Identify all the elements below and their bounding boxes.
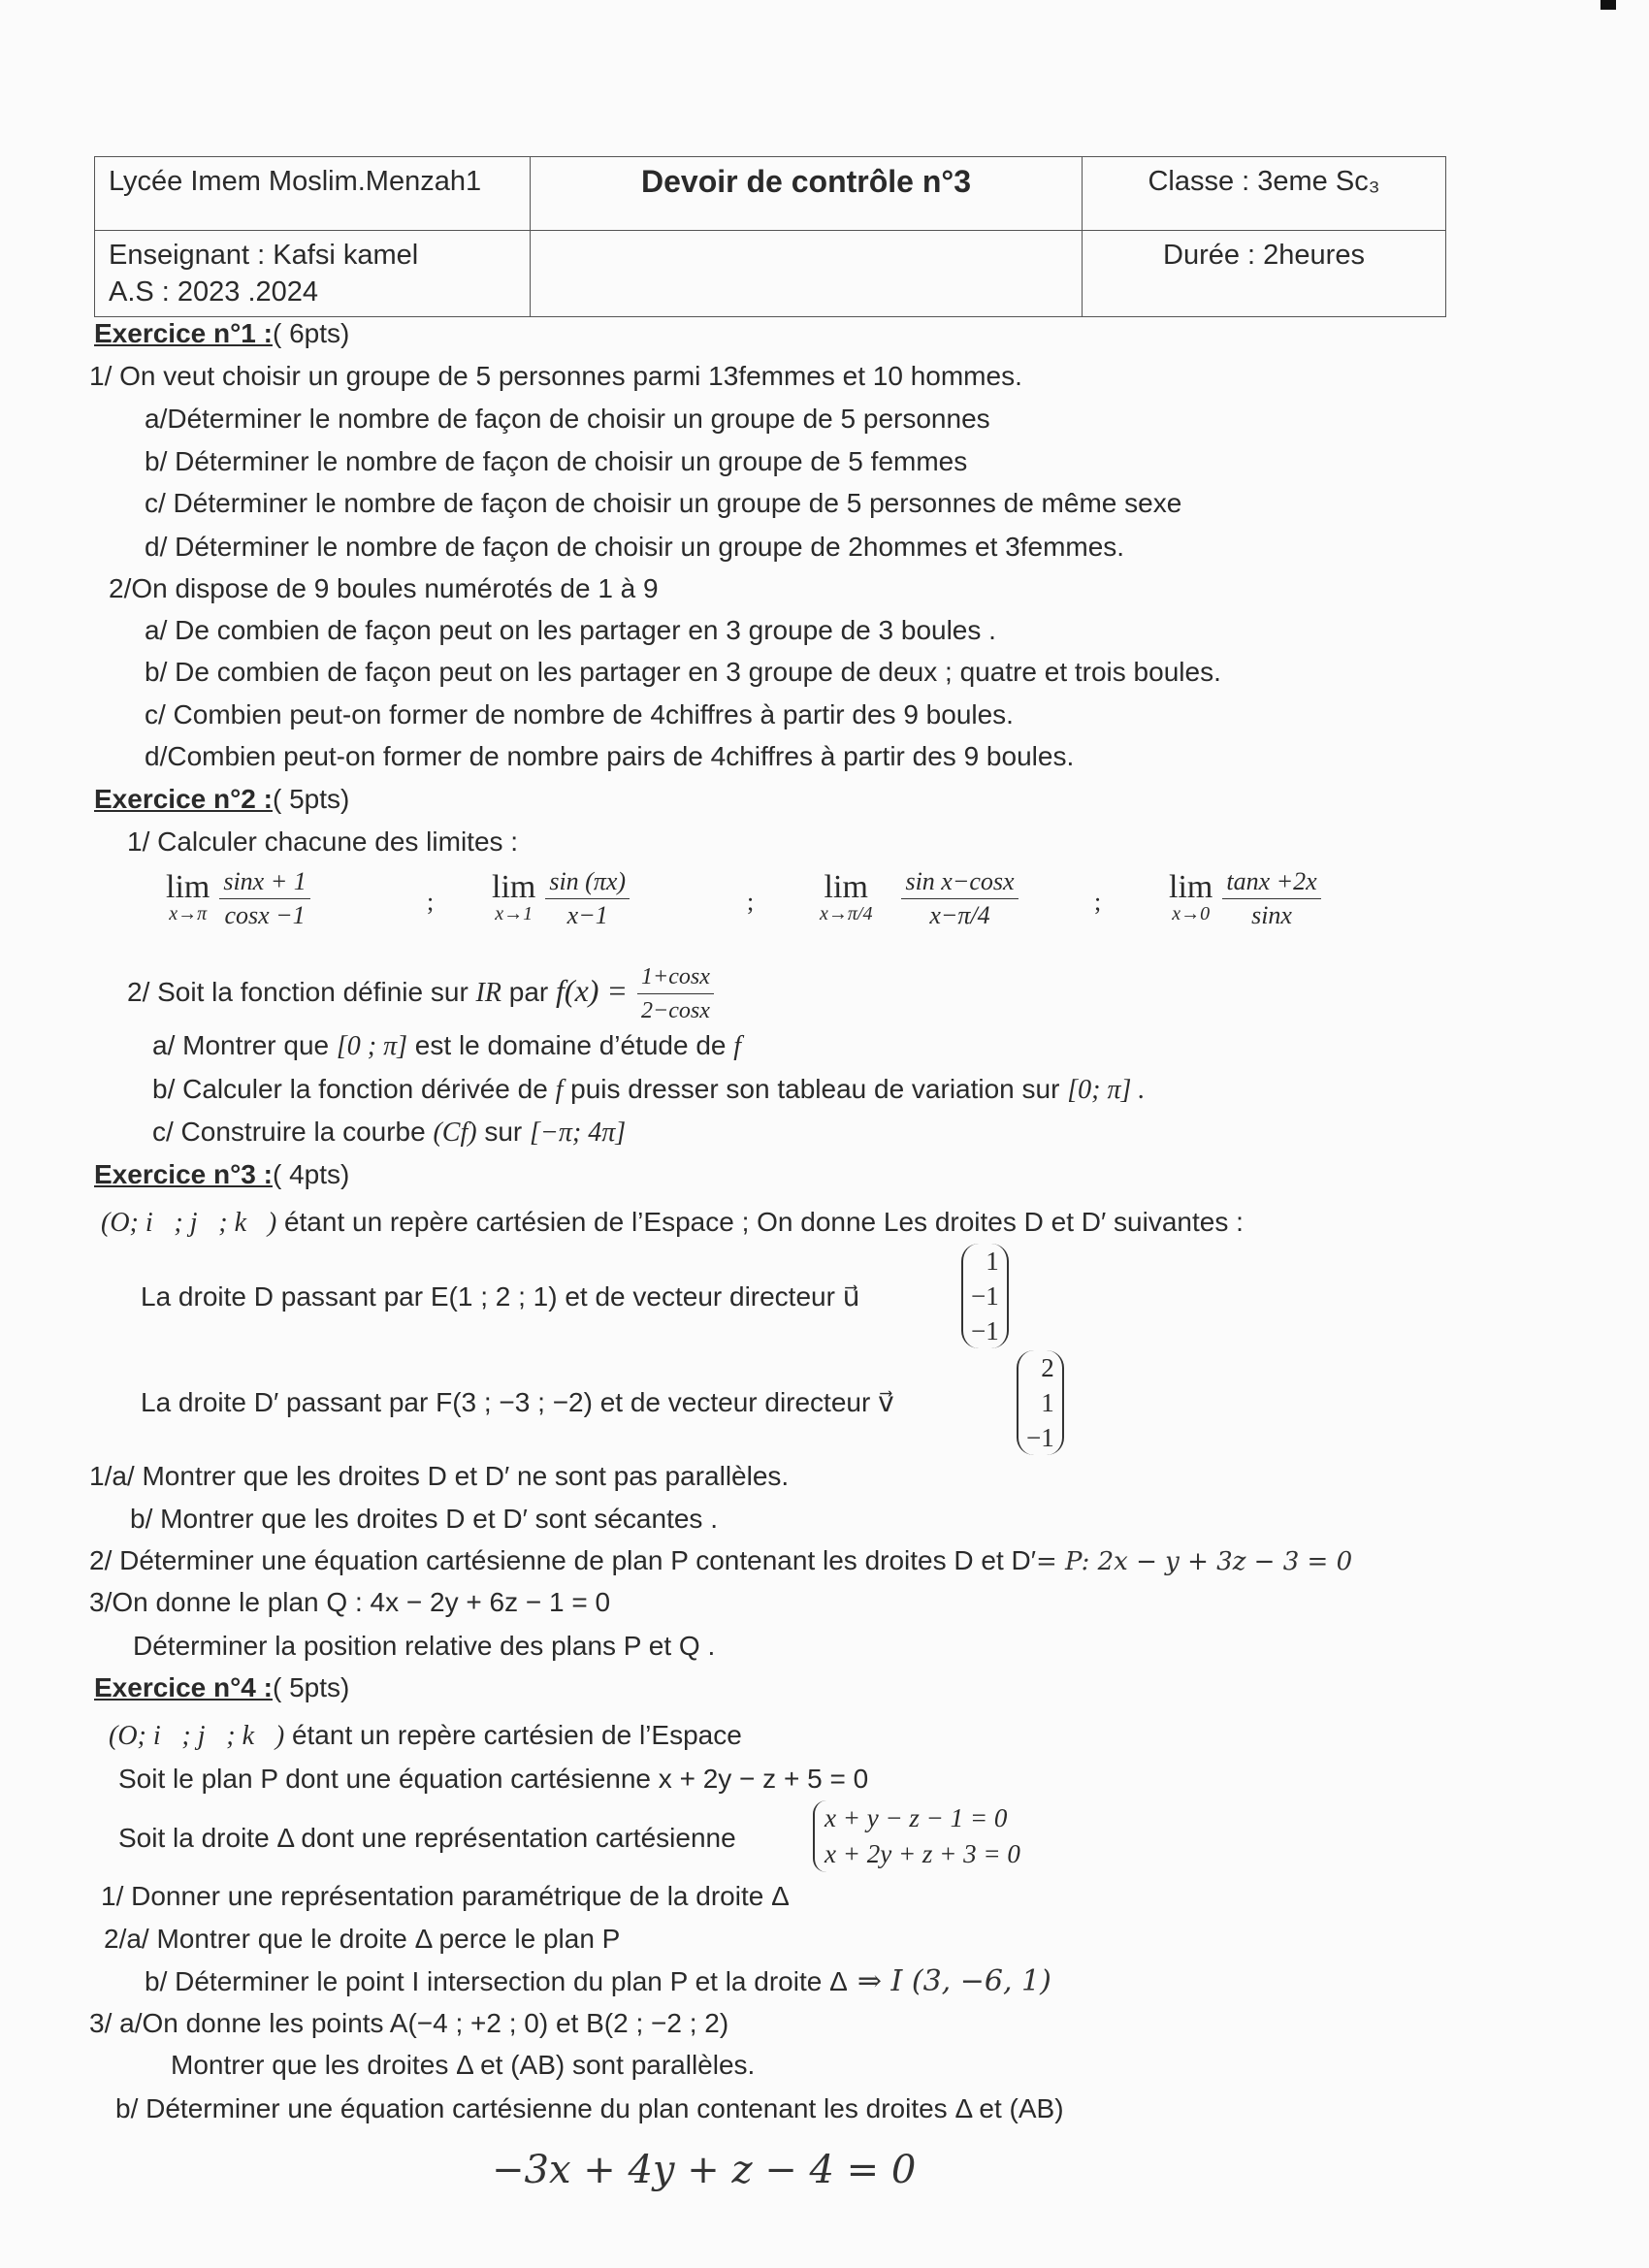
lim-sub: x→0 — [1172, 903, 1211, 924]
t: sur — [476, 1117, 531, 1147]
ex4-q3a2: Montrer que les droites Δ et (AB) sont parallèles. — [171, 2050, 756, 2080]
t: b/ Calculer la fonction dérivée de — [152, 1074, 556, 1104]
lim-den: x−1 — [566, 901, 608, 929]
interval: [0; π] . — [1067, 1075, 1146, 1105]
ex3-q3b: Déterminer la position relative des plans P et Q . — [133, 1631, 716, 1661]
ex4-intro — [109, 1716, 742, 1756]
sep: ; — [1094, 888, 1102, 916]
ex2-q2b — [152, 1070, 1145, 1110]
ex2-q2 — [127, 960, 714, 1027]
lim-label: lim — [166, 869, 210, 905]
ex1-q1c: c/ Déterminer le nombre de façon de choisir un groupe de 5 personnes de même sexe — [145, 488, 1182, 518]
t: a/ Montrer que — [152, 1030, 337, 1060]
interval: [0 ; π] — [336, 1031, 408, 1061]
ex1-title: Exercice n°1 : — [94, 318, 273, 348]
ex2-q2c — [152, 1113, 626, 1152]
handwritten-plane-equation: = P: 2x − y + 3z − 3 = 0 — [1036, 1547, 1353, 1576]
lim-den: sinx — [1251, 901, 1292, 929]
ex4-plan: Soit le plan P dont une équation cartésienne x + 2y − z + 5 = 0 — [118, 1764, 869, 1794]
vector-v — [1017, 1350, 1064, 1455]
frame: (O; i⃗; j⃗; k⃗) — [109, 1721, 285, 1751]
lim-num: tanx +2x — [1222, 865, 1320, 899]
handwritten-answer: −3x + 4y + z − 4 = 0 — [492, 2148, 917, 2192]
ex1-heading — [94, 314, 349, 353]
ex1-points: ( 6pts) — [272, 318, 350, 348]
lim-num: sin (πx) — [545, 865, 630, 899]
q2-text: 2/ Soit la fonction définie sur — [127, 976, 476, 1007]
lim-sub: x→1 — [495, 903, 534, 924]
ex1-q1d: d/ Déterminer le nombre de façon de choisir un groupe de 2hommes et 3femmes. — [145, 532, 1125, 562]
year-label: A.S : 2023 .2024 — [109, 276, 319, 308]
lim-label: lim — [824, 869, 868, 905]
exam-title: Devoir de contrôle n°3 — [531, 157, 1083, 231]
sep: ; — [747, 888, 755, 916]
lim-den: x−π/4 — [929, 901, 990, 929]
cartesian-system — [813, 1800, 1020, 1872]
u-y: −1 — [971, 1281, 999, 1311]
ex4-title: Exercice n°4 : — [94, 1672, 273, 1702]
ex4-q3b: b/ Déterminer une équation cartésienne du plan contenant les droites Δ et (AB) — [115, 2093, 1064, 2123]
lim-label: lim — [1169, 869, 1213, 905]
ex4-q3a: 3/ a/On donne les points A(−4 ; +2 ; 0) et B(2 ; −2 ; 2) — [89, 2008, 729, 2038]
lim-num: sinx + 1 — [219, 865, 309, 899]
sep: ; — [427, 888, 435, 916]
ex4-heading — [94, 1669, 349, 1707]
par: par — [501, 976, 557, 1007]
set-r: IR — [475, 977, 501, 1008]
eq-1: x + y − z − 1 = 0 — [824, 1803, 1008, 1832]
ex2-q2a — [152, 1026, 741, 1066]
ex3-q1b: b/ Montrer que les droites D et D′ sont sécantes . — [130, 1504, 718, 1534]
lim-sub: x→π/4 — [820, 903, 873, 924]
f: f — [733, 1031, 742, 1061]
ex2-title: Exercice n°2 : — [94, 784, 273, 814]
ex4-points: ( 5pts) — [272, 1672, 350, 1702]
f: f — [555, 1075, 564, 1105]
ex3-heading — [94, 1155, 349, 1194]
cf: (Cf) — [433, 1118, 477, 1148]
lim-sub: x→π — [169, 903, 208, 924]
ex3-q1a: 1/a/ Montrer que les droites D et D′ ne sont pas parallèles. — [89, 1461, 790, 1491]
empty-cell — [531, 231, 1083, 317]
u-x: 1 — [986, 1247, 999, 1276]
school-name: Lycée Imem Moslim.Menzah1 — [95, 157, 531, 231]
teacher-year — [95, 231, 531, 317]
ex4-q2b — [145, 1962, 1051, 2001]
interval: [−π; 4π] — [530, 1118, 627, 1148]
t: puis dresser son tableau de variation sur — [563, 1074, 1068, 1104]
v-x: 2 — [1041, 1353, 1054, 1382]
t: b/ Déterminer le point I intersection du plan P et la droite Δ — [145, 1966, 848, 1996]
class-label: Classe : 3eme Sc₃ — [1083, 157, 1446, 231]
eq-2: x + 2y + z + 3 = 0 — [824, 1839, 1020, 1868]
f-def: f(x) = — [556, 972, 629, 1008]
ex3-q3: 3/On donne le plan Q : 4x − 2y + 6z − 1 = 0 — [89, 1587, 611, 1617]
ex4-q2a: 2/a/ Montrer que le droite Δ perce le plan P — [104, 1924, 621, 1954]
f-den: 2−cosx — [641, 998, 710, 1023]
ex1-q2a: a/ De combien de façon peut on les partager en 3 groupe de 3 boules . — [145, 615, 996, 645]
handwritten-point-i: ⇒ I (3, −6, 1) — [857, 1964, 1051, 1998]
v-y: 1 — [1041, 1388, 1054, 1417]
v-z: −1 — [1026, 1423, 1054, 1452]
limit-3 — [820, 865, 1018, 932]
scan-mark — [1600, 0, 1616, 10]
header-table — [94, 156, 1446, 317]
ex1-q2b: b/ De combien de façon peut on les partager en 3 groupe de deux ; quatre et trois boules. — [145, 657, 1221, 687]
limit-2 — [492, 865, 630, 932]
ex3-title: Exercice n°3 : — [94, 1159, 273, 1189]
limit-1 — [166, 865, 310, 932]
lim-label: lim — [492, 869, 536, 905]
vector-u — [961, 1244, 1009, 1348]
t: 2/ Déterminer une équation cartésienne de plan P contenant les droites D et D′ — [89, 1545, 1036, 1575]
duration-label: Durée : 2heures — [1083, 231, 1446, 317]
limit-4 — [1169, 865, 1321, 932]
ex1-q1: 1/ On veut choisir un groupe de 5 personnes parmi 13femmes et 10 hommes. — [89, 361, 1022, 391]
ex4-droite: Soit la droite Δ dont une représentation cartésienne — [118, 1823, 736, 1853]
ex3-d1: La droite D passant par E(1 ; 2 ; 1) et de vecteur directeur u⃗ — [141, 1281, 860, 1312]
ex2-q1: 1/ Calculer chacune des limites : — [127, 826, 519, 857]
t: étant un repère cartésien de l’Espace — [284, 1720, 742, 1750]
t: étant un repère cartésien de l’Espace ; On donne Les droites D et D′ suivantes : — [276, 1207, 1244, 1237]
t: c/ Construire la courbe — [152, 1117, 434, 1147]
ex1-q2c: c/ Combien peut-on former de nombre de 4chiffres à partir des 9 boules. — [145, 699, 1014, 729]
ex3-d2: La droite D′ passant par F(3 ; −3 ; −2) et de vecteur directeur v⃗ — [141, 1387, 894, 1417]
lim-den: cosx −1 — [224, 901, 306, 929]
teacher-label: Enseignant : Kafsi kamel — [109, 240, 419, 271]
u-z: −1 — [971, 1316, 999, 1345]
frame: (O; i⃗; j⃗; k⃗) — [101, 1208, 277, 1238]
ex1-q1b: b/ Déterminer le nombre de façon de choisir un groupe de 5 femmes — [145, 446, 968, 476]
ex1-q1a: a/Déterminer le nombre de façon de choisir un groupe de 5 personnes — [145, 404, 990, 434]
f-num: 1+cosx — [637, 960, 714, 994]
ex2-heading — [94, 780, 349, 819]
ex3-points: ( 4pts) — [272, 1159, 350, 1189]
ex2-points: ( 5pts) — [272, 784, 350, 814]
t: est le domaine d’étude de — [407, 1030, 734, 1060]
ex3-q2 — [89, 1541, 1352, 1581]
ex4-q1: 1/ Donner une représentation paramétrique de la droite Δ — [101, 1881, 790, 1911]
ex3-intro — [101, 1203, 1244, 1243]
ex1-q2d: d/Combien peut-on former de nombre pairs de 4chiffres à partir des 9 boules. — [145, 741, 1075, 771]
lim-num: sin x−cosx — [901, 865, 1018, 899]
ex1-q2: 2/On dispose de 9 boules numérotés de 1 à 9 — [109, 573, 659, 603]
